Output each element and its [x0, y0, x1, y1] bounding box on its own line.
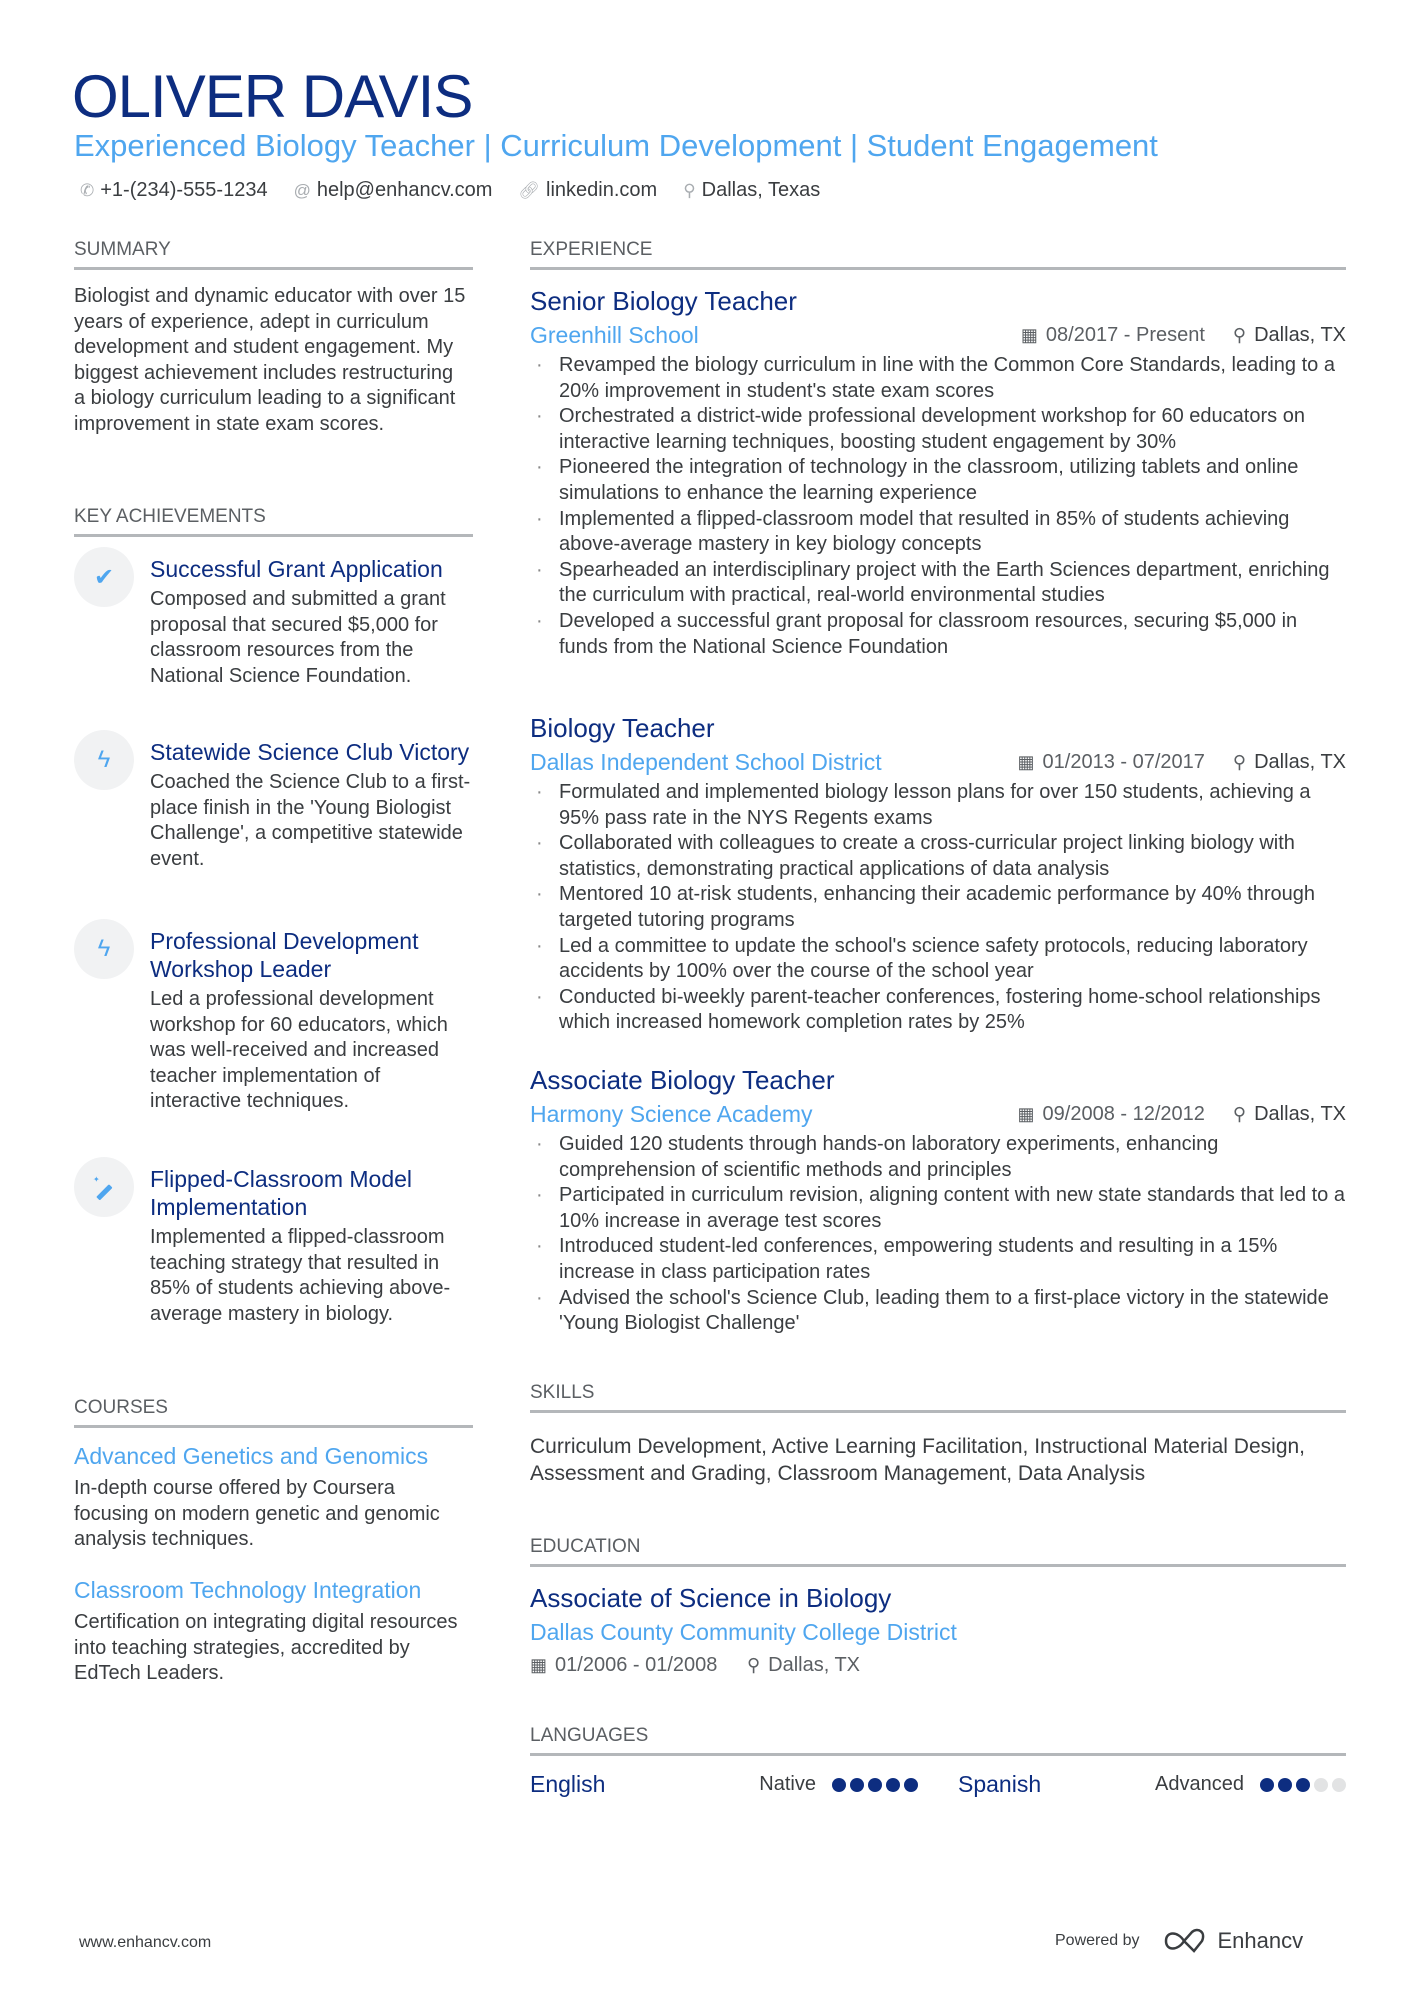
phone-text: +1-(234)-555-1234 — [100, 179, 268, 201]
bullet-item: · Introduced student-led conferences, empowering students and resulting in a 15% increase in class participation rates — [530, 1234, 1346, 1285]
calendar-icon: ▦ — [1017, 1104, 1035, 1124]
achievement-item — [74, 927, 474, 1115]
achievement-text: Led a professional development workshop for 60 educators, which was well-received and increased teacher implementation of interactive techniques. — [150, 988, 448, 1113]
location-text: Dallas, Texas — [701, 179, 821, 201]
bullet-item: · Mentored 10 at-risk students, enhancing their academic performance by 40% through targeted tutoring programs — [530, 882, 1346, 933]
bullet-list — [530, 353, 1346, 660]
contact-bar — [80, 179, 820, 202]
location-pin-icon: ⚲ — [746, 1655, 761, 1675]
education-meta — [530, 1654, 1346, 1677]
check-icon: ✔ — [74, 547, 134, 607]
linkedin-text[interactable]: linkedin.com — [546, 179, 658, 201]
course-title[interactable]: Advanced Genetics and Genomics — [74, 1443, 429, 1469]
achievement-item — [74, 555, 474, 689]
summary-heading: SUMMARY — [74, 239, 473, 270]
job-entry — [530, 1066, 1346, 1337]
rating-dots — [828, 1773, 918, 1795]
bullet-list — [530, 1132, 1346, 1337]
job-dates: 09/2008 - 12/2012 — [1042, 1103, 1205, 1125]
job-meta-row — [530, 1101, 1346, 1128]
rating-dots — [1256, 1773, 1346, 1795]
job-title: Associate Biology Teacher — [530, 1065, 835, 1095]
company-name: Greenhill School — [530, 322, 699, 348]
at-icon: @ — [293, 181, 311, 200]
bolt-icon: ϟ — [74, 730, 134, 790]
powered-by: Powered by — [1055, 1932, 1140, 1949]
company-name: Dallas Independent School District — [530, 749, 882, 775]
location — [683, 179, 820, 202]
skills-text: Curriculum Development, Active Learning Facilitation, Instructional Material Design, Assessment and Grading, Classroom Management, Data Analysis — [530, 1435, 1306, 1485]
job-entry — [530, 714, 1346, 1036]
job-location-wrap — [1233, 751, 1346, 774]
bullet-item: · Orchestrated a district-wide professional development workshop for 60 educators on interactive learning techniques, boosting student engagement by 30% — [530, 404, 1346, 455]
language-level-wrap — [759, 1773, 918, 1796]
headline: Experienced Biology Teacher | Curriculum Development | Student Engagement — [74, 128, 1158, 163]
degree: Associate of Science in Biology — [530, 1583, 892, 1613]
bullet-item: · Formulated and implemented biology lesson plans for over 150 students, achieving a 95% pass rate in the NYS Regents exams — [530, 780, 1346, 831]
magic-wand-icon — [74, 1157, 134, 1217]
experience-heading: EXPERIENCE — [530, 239, 1346, 270]
achievement-body — [150, 1165, 474, 1327]
job-meta — [1018, 1103, 1346, 1126]
achievement-body — [150, 738, 474, 872]
company-name: Harmony Science Academy — [530, 1101, 813, 1127]
education-location: Dallas, TX — [768, 1654, 861, 1676]
job-dates: 01/2013 - 07/2017 — [1042, 751, 1205, 773]
calendar-icon: ▦ — [530, 1655, 548, 1675]
calendar-icon: ▦ — [1020, 325, 1038, 345]
job-dates-wrap — [1018, 1103, 1205, 1126]
education-dates: 01/2006 - 01/2008 — [555, 1654, 718, 1676]
rating-dot — [886, 1778, 900, 1792]
rating-dot — [1332, 1778, 1346, 1792]
job-meta-row — [530, 749, 1346, 776]
job-title: Senior Biology Teacher — [530, 286, 797, 316]
rating-dot — [1278, 1778, 1292, 1792]
job-dates-wrap — [1018, 751, 1205, 774]
job-dates-wrap — [1021, 324, 1205, 347]
language-name: English — [530, 1771, 606, 1797]
job-dates: 08/2017 - Present — [1045, 324, 1205, 346]
location-pin-icon: ⚲ — [1232, 1104, 1247, 1124]
bullet-item: · Spearheaded an interdisciplinary project with the Earth Sciences department, enriching the curriculum with practical, real-world environmental studies — [530, 558, 1346, 609]
job-location-wrap — [1233, 1103, 1346, 1126]
job-title: Biology Teacher — [530, 713, 715, 743]
achievement-body — [150, 555, 474, 689]
svg-text:✦: ✦ — [93, 1175, 100, 1184]
language-level: Advanced — [1155, 1773, 1244, 1795]
bullet-item: · Led a committee to update the school's science safety protocols, reducing laboratory accidents by 100% over the course of the school year — [530, 934, 1346, 985]
bullet-item: · Implemented a flipped-classroom model that resulted in 85% of students achieving above-average mastery in key biology concepts — [530, 507, 1346, 558]
education-heading: EDUCATION — [530, 1536, 1346, 1567]
summary-text: Biologist and dynamic educator with over 15 years of experience, adept in curriculum development and student engagement. My biggest achievement includes restructuring a biology curriculum leading to a significant improvement in state exam scores. — [74, 285, 466, 435]
skills-heading: SKILLS — [530, 1382, 1346, 1413]
job-location: Dallas, TX — [1254, 751, 1346, 773]
bullet-item: · Conducted bi-weekly parent-teacher conferences, fostering home-school relationships which increased homework completion rates by 25% — [530, 985, 1346, 1036]
language-name: Spanish — [958, 1771, 1042, 1797]
location-pin-icon: ⚲ — [1232, 325, 1247, 345]
job-location-wrap — [1233, 324, 1346, 347]
job-location: Dallas, TX — [1254, 1103, 1346, 1125]
language-item — [958, 1770, 1346, 1799]
bullet-item: · Revamped the biology curriculum in line with the Common Core Standards, leading to a 20% improvement in student's state exam scores — [530, 353, 1346, 404]
brand-name: Enhancv — [1217, 1928, 1304, 1953]
achievement-text: Coached the Science Club to a first-place finish in the 'Young Biologist Challenge', a competitive statewide event. — [150, 771, 471, 870]
enhancv-logo — [1162, 1928, 1304, 1954]
languages-heading: LANGUAGES — [530, 1725, 1346, 1756]
course-item — [74, 1443, 473, 1553]
job-meta — [1021, 324, 1346, 347]
rating-dot — [832, 1778, 846, 1792]
achievement-text: Composed and submitted a grant proposal that secured $5,000 for classroom resources from the National Science Foundation. — [150, 588, 446, 687]
school: Dallas County Community College District — [530, 1619, 957, 1645]
rating-dot — [904, 1778, 918, 1792]
bullet-item: · Guided 120 students through hands-on laboratory experiments, enhancing comprehension of scientific methods and principles — [530, 1132, 1346, 1183]
calendar-icon: ▦ — [1017, 752, 1035, 772]
bullet-item: · Participated in curriculum revision, aligning content with new state standards that led to a 10% increase in average test scores — [530, 1183, 1346, 1234]
language-level: Native — [759, 1773, 816, 1795]
course-text: Certification on integrating digital resources into teaching strategies, accredited by EdTech Leaders. — [74, 1611, 458, 1685]
achievement-title: Successful Grant Application — [150, 556, 443, 582]
job-location: Dallas, TX — [1254, 324, 1346, 346]
languages-list — [530, 1770, 1346, 1799]
bolt-icon: ϟ — [74, 919, 134, 979]
phone — [80, 179, 268, 202]
rating-dot — [850, 1778, 864, 1792]
achievement-title: Statewide Science Club Victory — [150, 739, 470, 765]
email-text[interactable]: help@enhancv.com — [316, 179, 493, 201]
email[interactable] — [294, 179, 493, 202]
phone-icon: ✆ — [80, 181, 95, 200]
location-pin-icon: ⚲ — [1232, 752, 1247, 772]
rating-dot — [1296, 1778, 1310, 1792]
job-meta-row — [530, 322, 1346, 349]
language-level-wrap — [1155, 1773, 1346, 1796]
rating-dot — [1260, 1778, 1274, 1792]
footer-brand — [1055, 1928, 1303, 1954]
linkedin[interactable] — [518, 179, 657, 202]
course-item — [74, 1577, 473, 1687]
link-icon: 🔗︎ — [518, 181, 541, 200]
achievement-body — [150, 927, 474, 1115]
achievement-title: Professional Development Workshop Leader — [150, 928, 419, 982]
job-meta — [1018, 751, 1346, 774]
achievement-item — [74, 1165, 474, 1327]
rating-dot — [868, 1778, 882, 1792]
achievements-heading: KEY ACHIEVEMENTS — [74, 506, 473, 537]
bullet-item: · Pioneered the integration of technology in the classroom, utilizing tablets and online simulations to enhance the learning experience — [530, 455, 1346, 506]
location-pin-icon: ⚲ — [683, 181, 696, 200]
courses-heading: COURSES — [74, 1397, 473, 1428]
rating-dot — [1314, 1778, 1328, 1792]
enhancv-logo-icon — [1162, 1928, 1208, 1954]
education-entry — [530, 1584, 1346, 1677]
achievement-title: Flipped-Classroom Model Implementation — [150, 1166, 413, 1220]
footer-site[interactable]: www.enhancv.com — [79, 1934, 212, 1951]
achievement-item — [74, 738, 474, 872]
course-text: In-depth course offered by Coursera focusing on modern genetic and genomic analysis techniques. — [74, 1477, 440, 1551]
bullet-list — [530, 780, 1346, 1036]
bullet-item: · Developed a successful grant proposal for classroom resources, securing $5,000 in funds from the National Science Foundation — [530, 609, 1346, 660]
job-entry — [530, 287, 1346, 660]
language-item — [530, 1770, 918, 1799]
bullet-item: · Collaborated with colleagues to create a cross-curricular project linking biology with statistics, demonstrating practical applications of data analysis — [530, 831, 1346, 882]
course-title[interactable]: Classroom Technology Integration — [74, 1577, 422, 1603]
candidate-name: OLIVER DAVIS — [72, 63, 473, 130]
achievement-text: Implemented a flipped-classroom teaching strategy that resulted in 85% of students achieving above-average mastery in biology. — [150, 1226, 451, 1325]
bullet-item: · Advised the school's Science Club, leading them to a first-place victory in the statewide 'Young Biologist Challenge' — [530, 1286, 1346, 1337]
